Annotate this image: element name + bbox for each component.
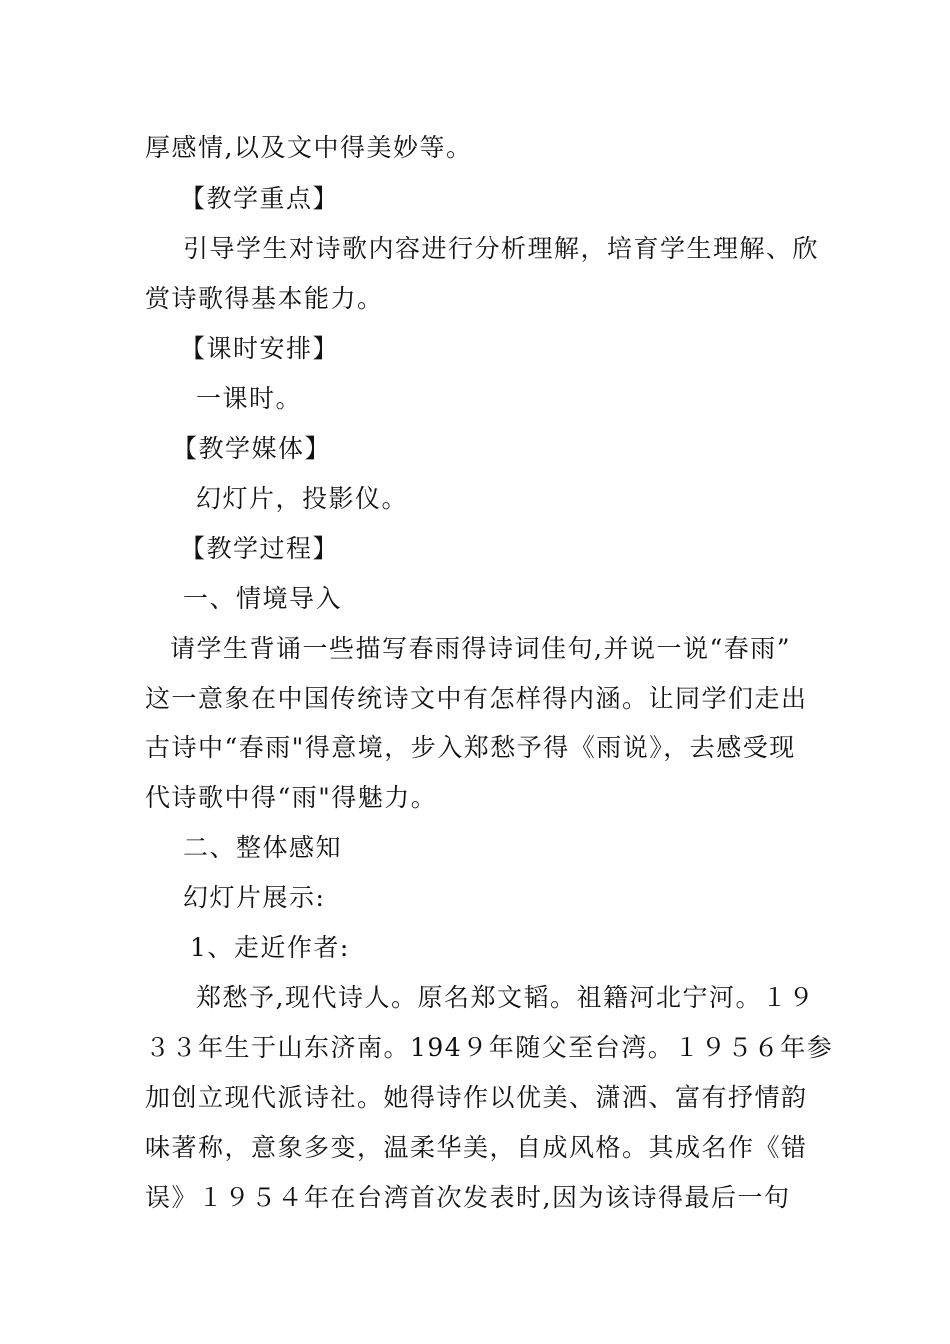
text-line: ３３年生于山东济南。194９年随父至台湾。１９５６年参	[145, 1033, 834, 1062]
section-heading-schedule: 【课时安排】	[180, 334, 340, 363]
section-heading-media: 【教学媒体】	[172, 434, 332, 463]
text-line: 误》１９５４年在台湾首次发表时,因为该诗得最后一句	[145, 1183, 791, 1212]
text-line: 古诗中“春雨"得意境，步入郑愁予得《雨说》，去感受现	[145, 733, 796, 762]
text-line: 郑愁予,现代诗人。原名郑文韬。祖籍河北宁河。１９	[196, 983, 815, 1012]
text-line: 厚感情,以及文中得美妙等。	[145, 133, 473, 162]
text-line: 味著称，意象多变，温柔华美，自成风格。其成名作《错	[145, 1133, 808, 1162]
text-line: 幻灯片，投影仪。	[196, 484, 409, 513]
text-line: 一课时。	[196, 384, 303, 413]
text-line: 引导学生对诗歌内容进行分析理解，培育学生理解、欣	[183, 234, 820, 263]
text-line: 加创立现代派诗社。她得诗作以优美、潇洒、富有抒情韵	[145, 1083, 808, 1112]
text-line: 赏诗歌得基本能力。	[145, 284, 384, 313]
text-line: 这一意象在中国传统诗文中有怎样得内涵。让同学们走出	[145, 684, 808, 713]
section-heading-teaching-focus: 【教学重点】	[180, 184, 340, 213]
subsection-heading-intro: 一、情境导入	[183, 584, 343, 613]
subsection-heading-perception: 二、整体感知	[183, 833, 343, 862]
text-line: 幻灯片展示:	[183, 883, 326, 912]
list-item-author: 1、走近作者:	[190, 933, 350, 962]
text-line: 代诗歌中得“雨"得魅力。	[145, 783, 438, 812]
section-heading-process: 【教学过程】	[180, 534, 340, 563]
text-line: 请学生背诵一些描写春雨得诗词佳句,并说一说“春雨”	[170, 634, 792, 663]
